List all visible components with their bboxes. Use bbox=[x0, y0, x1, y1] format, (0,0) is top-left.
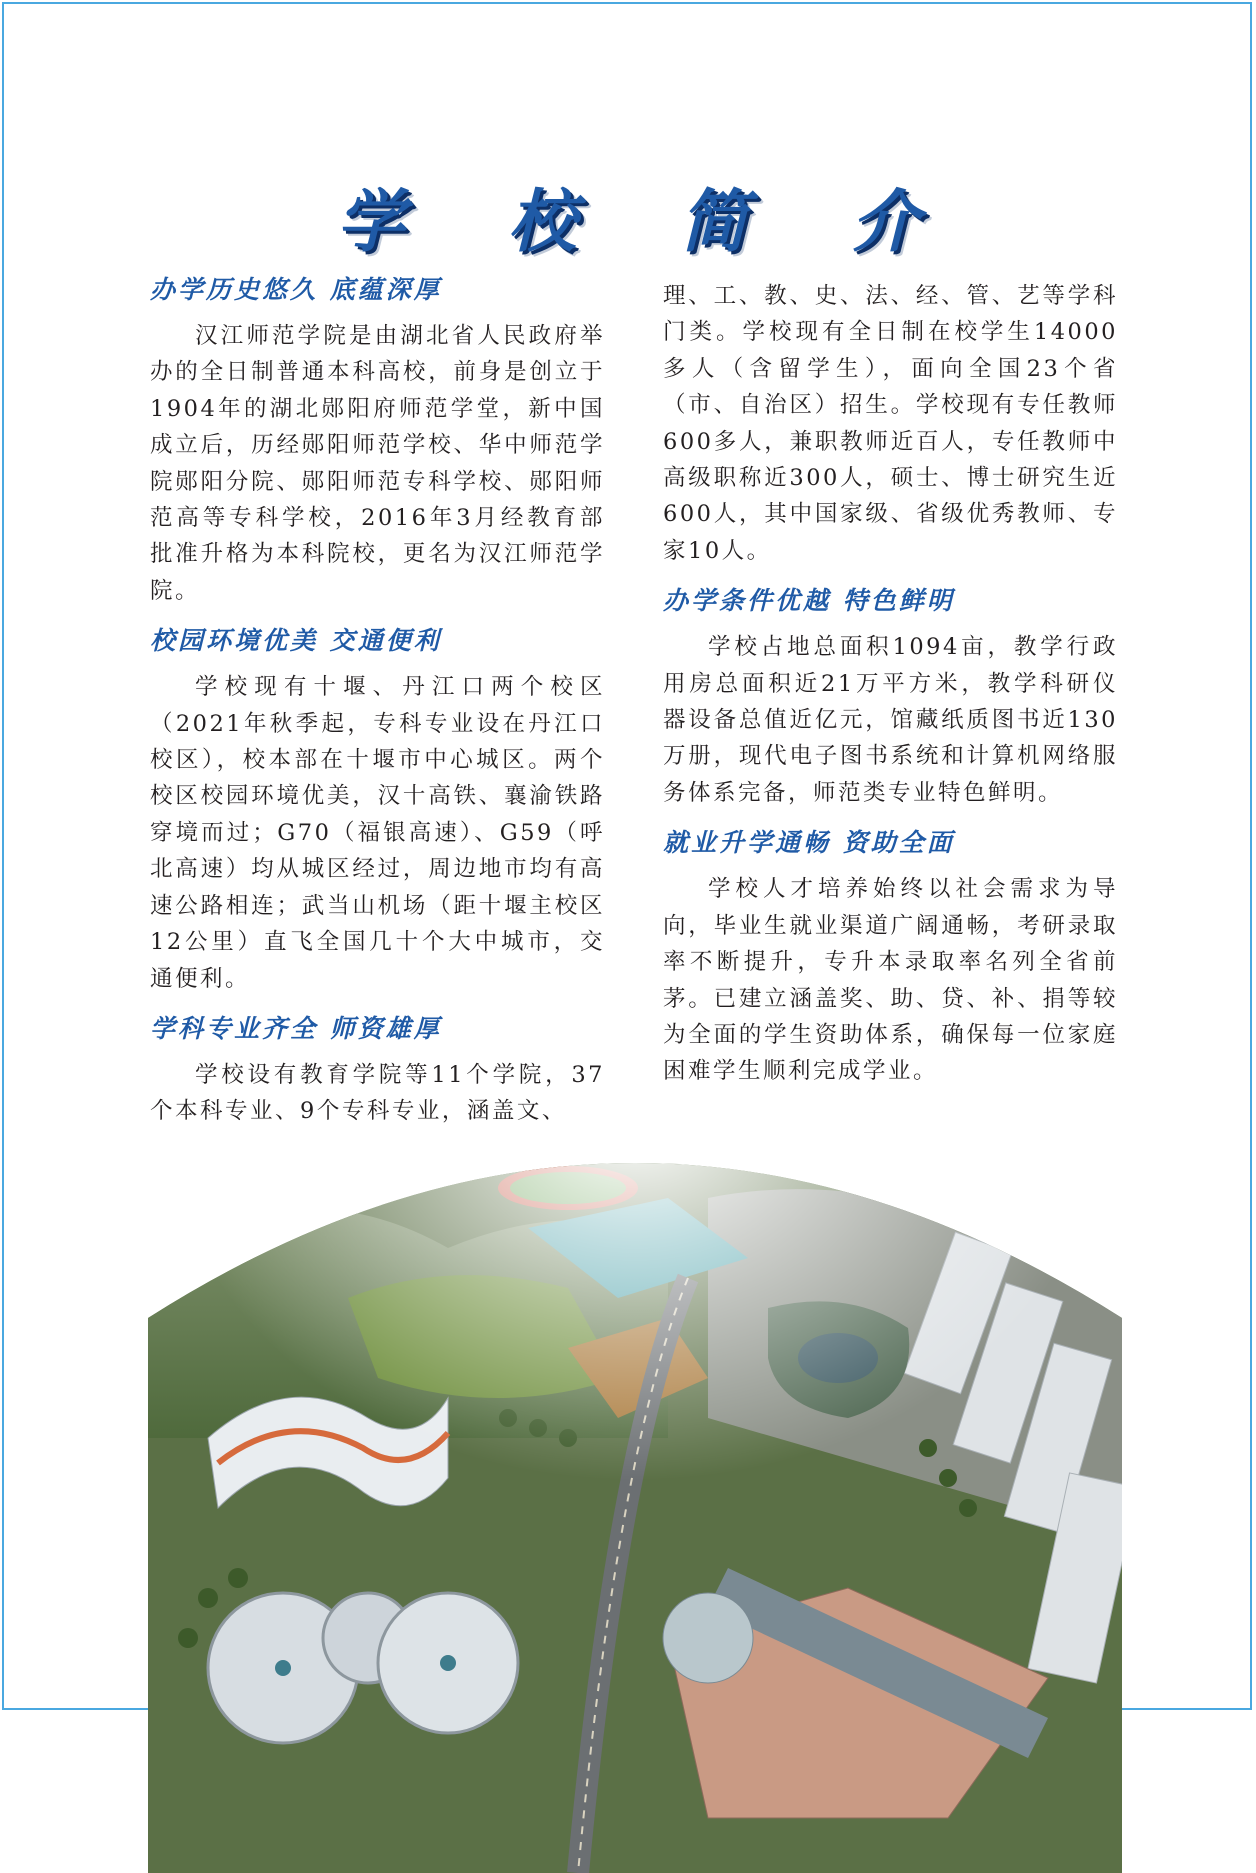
section-body: 学校现有十堰、丹江口两个校区（2021年秋季起，专科专业设在丹江口校区），校本部在十堰市中心城区。两个校区校园环境优美，汉十高铁、襄渝铁路穿境而过；G70（福银高速）、G59（呼北高速）均从城区经过，周边地市均有高速公路相连；武当山机场（距十堰主校区12公里）直飞全国几十个大中城市，交通便利。 bbox=[150, 674, 605, 992]
section-heading: 办学条件优越 特色鲜明 bbox=[663, 586, 955, 616]
section-conditions bbox=[663, 581, 1118, 811]
section-heading: 办学历史悠久 底蕴深厚 bbox=[150, 275, 442, 304]
section-body-continued: 理、工、教、史、法、经、管、艺等学科门类。学校现有全日制在校学生14000多人（含留学生），面向全国23个省（市、自治区）招生。学校现有专任教师600多人，兼职教师近百人，专任教师中高级职称近300人，硕士、博士研究生近600人，其中国家级、省级优秀教师、专家10人。 bbox=[663, 283, 1118, 564]
section-employment bbox=[663, 823, 1118, 1089]
section-body: 学校人才培养始终以社会需求为导向，毕业生就业渠道广阔通畅，考研录取率不断提升，专升本录取率名列全省前茅。已建立涵盖奖、助、贷、补、捐等较为全面的学生资助体系，确保每一位家庭困难学生顺利完成学业。 bbox=[663, 876, 1118, 1085]
campus-aerial-photo bbox=[148, 1118, 1122, 1873]
section-body: 汉江师范学院是由湖北省人民政府举办的全日制普通本科高校，前身是创立于1904年的湖北郧阳府师范学堂，新中国成立后，历经郧阳师范学校、华中师范学院郧阳分院、郧阳师范专科学校、郧阳师范高等专科学校，2016年3月经教育部批准升格为本科院校，更名为汉江师范学院。 bbox=[150, 323, 605, 604]
section-heading: 校园环境优美 交通便利 bbox=[150, 626, 442, 656]
section-heading: 学科专业齐全 师资雄厚 bbox=[150, 1013, 442, 1043]
left-column bbox=[150, 270, 605, 1142]
section-body: 学校设有教育学院等11个学院，37个本科专业、9个专科专业，涵盖文、 bbox=[150, 1061, 605, 1125]
page-title: 学 校 简 介 bbox=[336, 182, 960, 262]
section-history bbox=[150, 270, 605, 609]
photo-scene bbox=[148, 1118, 1122, 1873]
section-heading: 就业升学通畅 资助全面 bbox=[663, 828, 955, 858]
section-environment bbox=[150, 621, 605, 997]
section-body: 学校占地总面积1094亩，教学行政用房总面积近21万平方米，教学科研仪器设备总值近亿元，馆藏纸质图书近130万册，现代电子图书系统和计算机网络服务体系完备，师范类专业特色鲜明。 bbox=[663, 634, 1118, 806]
right-column bbox=[663, 278, 1118, 1102]
section-disciplines bbox=[150, 1009, 605, 1130]
